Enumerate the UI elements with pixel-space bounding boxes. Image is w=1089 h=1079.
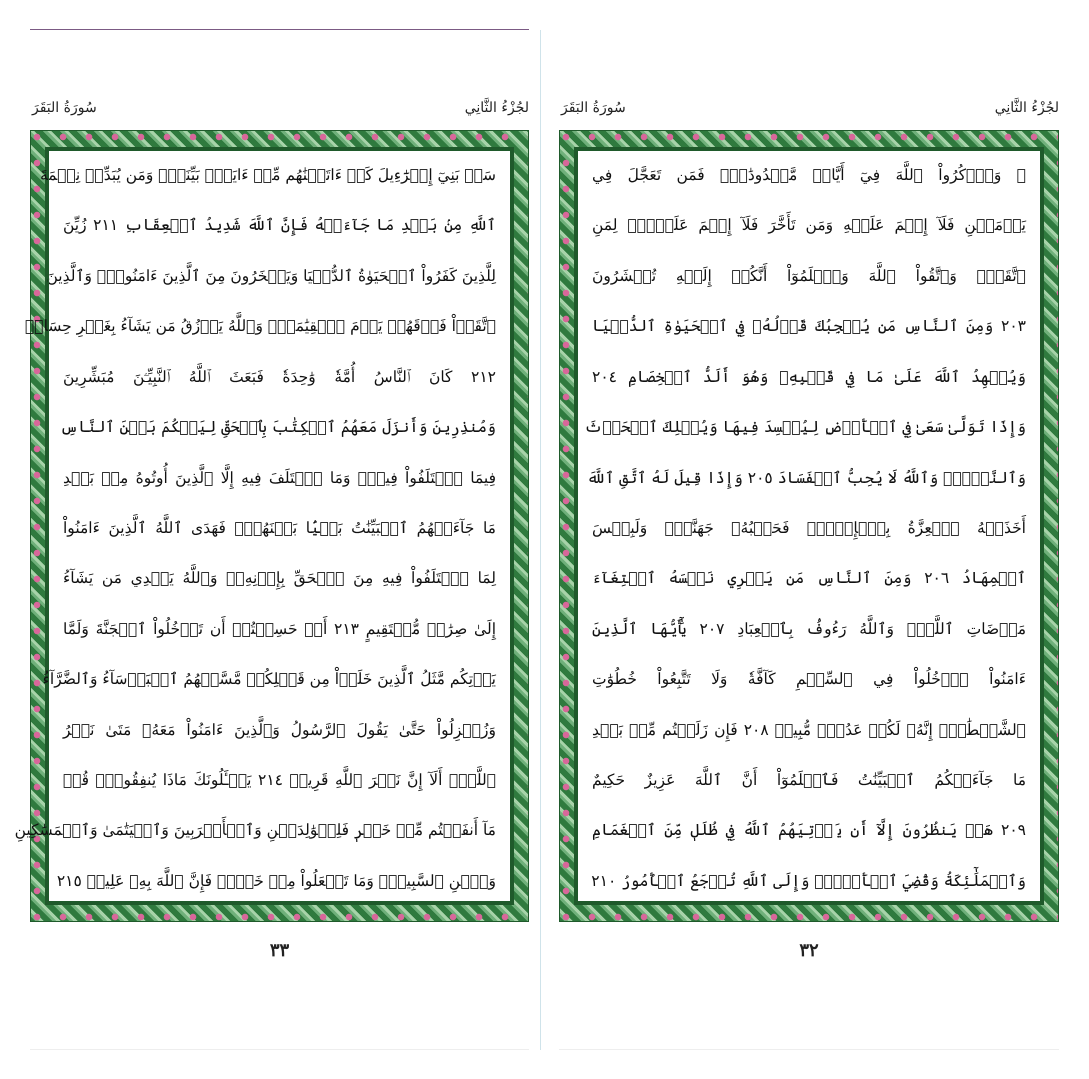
page-number: ٣٢ xyxy=(799,940,819,961)
verse-line: مَآ أَنفَقۡتُم مِّنۡ خَيۡرٖ فَلِلۡوَٰلِدَيۡنِ وَٱلۡأَقۡرَبِينَ وَٱلۡيَتَٰمَىٰ وَٱلۡمَسَٰكِينِ xyxy=(14,821,496,840)
page-number: ٣٣ xyxy=(269,940,290,961)
verse-line: ٱللَّهِۗ أَلَآ إِنَّ نَصۡرَ ٱللَّهِ قَرِيبٞ ٢١٤ يَسۡـَٔلُونَكَ مَاذَا يُنفِقُونَۖ قُلۡ xyxy=(63,771,497,790)
juz-name: لجُزْءُ الثَّانِي xyxy=(994,100,1059,116)
verse-line: وَيُشۡهِدُ ٱللَّهَ عَلَىٰ مَا فِي قَلۡبِهِۦ وَهُوَ أَلَدُّ ٱلۡخِصَامِ ٢٠٤ xyxy=(592,367,1026,386)
page-header xyxy=(559,100,1059,124)
page-bottom-edge xyxy=(559,1049,1059,1050)
verse-text-area xyxy=(578,151,1040,901)
verse-line: وَزُلۡزِلُواْ حَتَّىٰ يَقُولَ ٱلرَّسُولُ وَٱلَّذِينَ ءَامَنُواْ مَعَهُۥ مَتَىٰ نَصۡرُ xyxy=(63,720,496,739)
verse-line: ٢٠٩ هَلۡ يَنظُرُونَ إِلَّآ أَن يَأۡتِيَهُمُ ٱللَّهُ فِي ظُلَلٖ مِّنَ ٱلۡغَمَامِ xyxy=(592,821,1026,840)
ornamental-frame xyxy=(14,130,529,922)
verse-line: مَا جَآءَتۡهُمُ ٱلۡبَيِّنَٰتُ بَغۡيَۢا بَيۡنَهُمۡۖ فَهَدَى ٱللَّهُ ٱلَّذِينَ ءَامَنُواْ xyxy=(63,518,496,537)
verse-line: لِلَّذِينَ كَفَرُواْ ٱلۡحَيَوٰةُ ٱلدُّنۡيَا وَيَسۡخَرُونَ مِنَ ٱلَّذِينَ ءَامَنُواْۘ وَٱلَّذِينَ xyxy=(46,266,496,285)
verse-line: يَوۡمَيۡنِ فَلَآ إِثۡمَ عَلَيۡهِ وَمَن تَأَخَّرَ فَلَآ إِثۡمَ عَلَيۡهِۖ لِمَنِ xyxy=(592,216,1026,235)
verse-line: ٢٠٣ وَمِنَ ٱلنَّاسِ مَن يُعۡجِبُكَ قَوۡلُهُۥ فِي ٱلۡحَيَوٰةِ ٱلدُّنۡيَا xyxy=(592,317,1026,336)
verse-line: إِلَىٰ صِرَٰطٖ مُّسۡتَقِيمٍ ٢١٣ أَمۡ حَسِبۡتُمۡ أَن تَدۡخُلُواْ ٱلۡجَنَّةَ وَلَمَّا xyxy=(63,619,497,638)
verse-line: ءَامَنُواْ ٱدۡخُلُواْ فِي ٱلسِّلۡمِ كَآفَّةٗ وَلَا تَتَّبِعُواْ خُطُوَٰتِ xyxy=(592,670,1026,689)
verse-line: فِيمَا ٱخۡتَلَفُواْ فِيهِۚ وَمَا ٱخۡتَلَفَ فِيهِ إِلَّا ٱلَّذِينَ أُوتُوهُ مِنۢ بَعۡدِ xyxy=(63,468,496,487)
verse-text-area xyxy=(14,151,510,901)
page-header xyxy=(30,100,529,124)
verse-line: سَلۡ بَنِيٓ إِسۡرَٰٓءِيلَ كَمۡ ءَاتَيۡنَٰهُم مِّنۡ ءَايَةِۭ بَيِّنَةٖۗ وَمَن يُبَدِّلۡ نِعۡمَةَ xyxy=(39,166,496,184)
ornamental-frame xyxy=(559,130,1059,922)
verse-line: وَإِذَا تَوَلَّىٰ سَعَىٰ فِي ٱلۡأَرۡضِ لِيُفۡسِدَ فِيهَا وَيُهۡلِكَ ٱلۡحَرۡثَ xyxy=(584,418,1026,437)
surah-name: سُورَةُ البَقَرَ xyxy=(32,100,97,116)
verse-line: يَأۡتِكُم مَّثَلُ ٱلَّذِينَ خَلَوۡاْ مِن قَبۡلِكُمۖ مَّسَّتۡهُمُ ٱلۡبَأۡسَآءُ وَٱلضَّرَّآءُ xyxy=(42,670,496,689)
verse-line: أَخَذَتۡهُ ٱلۡعِزَّةُ بِٱلۡإِثۡمِۚ فَحَسۡبُهُۥ جَهَنَّمُۖ وَلَبِئۡسَ xyxy=(592,518,1026,537)
verse-line: وَٱلنَّسۡلَۚ وَٱللَّهُ لَا يُحِبُّ ٱلۡفَسَادَ ٢٠٥ وَإِذَا قِيلَ لَهُ ٱتَّقِ ٱللَّهَ xyxy=(586,468,1026,487)
verse-line: ٱتَّقَوۡاْ فَوۡقَهُمۡ يَوۡمَ ٱلۡقِيَٰمَةِۗ وَٱللَّهُ يَرۡزُقُ مَن يَشَآءُ بِغَيۡرِ حِسَابٖ xyxy=(25,317,496,336)
quran-page-left[interactable] xyxy=(14,30,529,1050)
quran-page-right[interactable] xyxy=(559,30,1059,1050)
verse-line: وَٱبۡنِ ٱلسَّبِيلِۗ وَمَا تَفۡعَلُواْ مِنۡ خَيۡرٖ فَإِنَّ ٱللَّهَ بِهِۦ عَلِيمٞ ٢١٥ xyxy=(56,871,496,890)
page-bottom-edge xyxy=(30,1049,529,1050)
verse-line: ۞ وَٱذۡكُرُواْ ٱللَّهَ فِيٓ أَيَّامٖ مَّعۡدُودَٰتٖۚ فَمَن تَعَجَّلَ فِي xyxy=(592,166,1026,184)
verse-line: ٱتَّقَىٰۗ وَٱتَّقُواْ ٱللَّهَ وَٱعۡلَمُوٓاْ أَنَّكُمۡ إِلَيۡهِ تُحۡشَرُونَ xyxy=(592,266,1026,285)
verse-line: لِمَا ٱخۡتَلَفُواْ فِيهِ مِنَ ٱلۡحَقِّ بِإِذۡنِهِۦۗ وَٱللَّهُ يَهۡدِي مَن يَشَآءُ xyxy=(63,569,496,588)
verse-line: ٢١٢ كَانَ ٱلنَّاسُ أُمَّةٗ وَٰحِدَةٗ فَبَعَثَ ٱللَّهُ ٱلنَّبِيِّـۧنَ مُبَشِّرِينَ xyxy=(63,367,496,386)
verse-line: مَا جَآءَتۡكُمُ ٱلۡبَيِّنَٰتُ فَٱعۡلَمُوٓاْ أَنَّ ٱللَّهَ عَزِيزٌ حَكِيمٌ xyxy=(592,771,1026,790)
verse-line: وَمُنذِرِينَ وَأَنزَلَ مَعَهُمُ ٱلۡكِتَٰبَ بِٱلۡحَقِّ لِيَحۡكُمَ بَيۡنَ ٱلنَّاسِ xyxy=(60,418,496,437)
verse-line: ٱللَّهِ مِنۢ بَعۡدِ مَا جَآءَتۡهُ فَإِنَّ ٱللَّهَ شَدِيدُ ٱلۡعِقَابِ ٢١١ زُيِّنَ xyxy=(63,216,496,235)
verse-line: وَٱلۡمَلَٰٓئِكَةُ وَقُضِيَ ٱلۡأَمۡرُۚ وَإِلَى ٱللَّهِ تُرۡجَعُ ٱلۡأُمُورُ ٢١٠ xyxy=(591,871,1026,890)
page-divider xyxy=(540,30,541,1050)
surah-name: سُورَةُ البَقَرَ xyxy=(561,100,626,116)
verse-line: ٱلشَّيۡطَٰنِۚ إِنَّهُۥ لَكُمۡ عَدُوّٞ مُّبِينٞ ٢٠٨ فَإِن زَلَلۡتُم مِّنۢ بَعۡدِ xyxy=(592,720,1026,739)
verse-line: مَرۡضَاتِ ٱللَّهِۚ وَٱللَّهُ رَءُوفُۢ بِٱلۡعِبَادِ ٢٠٧ يَٰٓأَيُّهَا ٱلَّذِينَ xyxy=(592,619,1027,638)
verse-line: ٱلۡمِهَادُ ٢٠٦ وَمِنَ ٱلنَّاسِ مَن يَشۡرِي نَفۡسَهُ ٱبۡتِغَآءَ xyxy=(592,569,1026,588)
juz-name: لجُزْءُ الثَّانِي xyxy=(464,100,529,116)
